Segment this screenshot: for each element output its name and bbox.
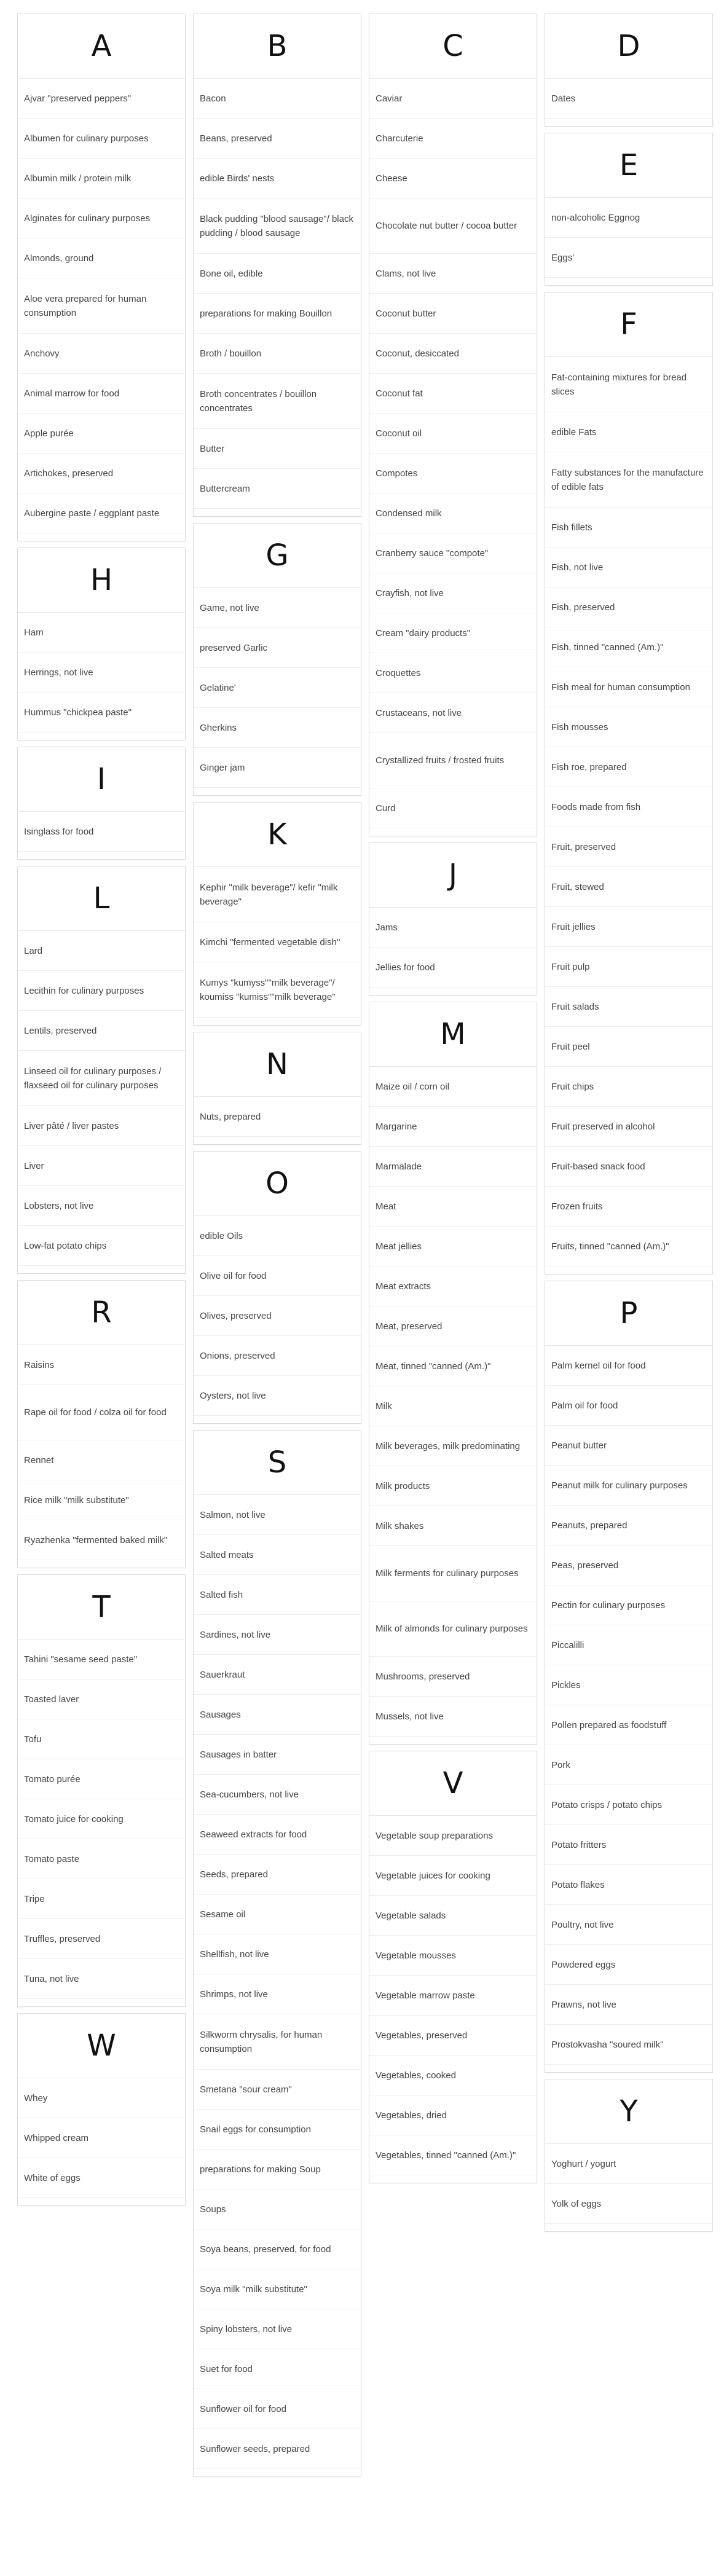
- list-item[interactable]: Sauerkraut: [194, 1655, 361, 1695]
- card-padding: [18, 732, 185, 740]
- letter-card-n: [193, 1032, 361, 1145]
- letter-heading: P: [545, 1281, 712, 1346]
- list-item[interactable]: Chocolate nut butter / cocoa butter: [369, 198, 537, 254]
- list-item[interactable]: Shrimps, not live: [194, 1974, 361, 2014]
- letter-heading: T: [18, 1575, 185, 1639]
- letter-card-a: [17, 14, 186, 541]
- list-item[interactable]: Aloe vera prepared for human consumption: [18, 278, 185, 334]
- list-item[interactable]: Crystallized fruits / frosted fruits: [369, 733, 537, 788]
- card-padding: [545, 2224, 712, 2231]
- list-item[interactable]: Poultry, not live: [545, 1905, 712, 1945]
- letter-heading: L: [18, 866, 185, 931]
- list-item[interactable]: Piccalilli: [545, 1625, 712, 1665]
- list-item[interactable]: Potato flakes: [545, 1865, 712, 1905]
- list-item[interactable]: Vegetables, preserved: [369, 2016, 537, 2056]
- list-item[interactable]: Compotes: [369, 454, 537, 493]
- list-item[interactable]: Herrings, not live: [18, 653, 185, 693]
- list-item[interactable]: Meat, tinned "canned (Am.)": [369, 1346, 537, 1386]
- list-item[interactable]: Animal marrow for food: [18, 374, 185, 414]
- list-item[interactable]: Kephir "milk beverage"/ kefir "milk beverage": [194, 867, 361, 922]
- list-item[interactable]: Fish, not live: [545, 548, 712, 587]
- list-item[interactable]: Ajvar "preserved peppers": [18, 79, 185, 119]
- letter-card-o: [193, 1151, 361, 1424]
- letter-heading: R: [18, 1281, 185, 1345]
- list-item[interactable]: Crayfish, not live: [369, 573, 537, 613]
- list-item[interactable]: Croquettes: [369, 653, 537, 693]
- list-item[interactable]: Mushrooms, preserved: [369, 1657, 537, 1697]
- list-item[interactable]: Meat, preserved: [369, 1306, 537, 1346]
- list-item[interactable]: Linseed oil for culinary purposes / flaxseed oil for culinary purposes: [18, 1051, 185, 1106]
- letter-heading: V: [369, 1751, 537, 1816]
- list-item[interactable]: Vegetables, tinned "canned (Am.)": [369, 2135, 537, 2175]
- list-item[interactable]: Pectin for culinary purposes: [545, 1585, 712, 1625]
- card-padding: [545, 278, 712, 285]
- list-item[interactable]: Tahini "sesame seed paste": [18, 1639, 185, 1679]
- list-item[interactable]: Meat extracts: [369, 1266, 537, 1306]
- list-item[interactable]: Lentils, preserved: [18, 1011, 185, 1051]
- card-padding: [369, 828, 537, 836]
- list-item[interactable]: Tomato purée: [18, 1759, 185, 1799]
- letter-card-k: [193, 802, 361, 1026]
- column-2: [193, 14, 361, 2483]
- list-item[interactable]: Vegetable marrow paste: [369, 1976, 537, 2016]
- list-item[interactable]: Vegetable mousses: [369, 1936, 537, 1976]
- list-item[interactable]: Fish fillets: [545, 508, 712, 548]
- column-3: [369, 14, 537, 2189]
- list-item[interactable]: Shellfish, not live: [194, 1934, 361, 1974]
- list-item[interactable]: Sesame oil: [194, 1895, 361, 1934]
- card-padding: [545, 2065, 712, 2072]
- card-padding: [18, 852, 185, 859]
- card-padding: [18, 2198, 185, 2205]
- list-item[interactable]: Silkworm chrysalis, for human consumption: [194, 2014, 361, 2070]
- list-item[interactable]: Fat-containing mixtures for bread slices: [545, 357, 712, 412]
- list-item[interactable]: Lard: [18, 931, 185, 971]
- list-item[interactable]: Sardines, not live: [194, 1615, 361, 1655]
- card-padding: [18, 1266, 185, 1273]
- list-item[interactable]: Condensed milk: [369, 493, 537, 533]
- list-item[interactable]: Spiny lobsters, not live: [194, 2309, 361, 2349]
- list-item[interactable]: Snail eggs for consumption: [194, 2110, 361, 2150]
- list-item[interactable]: Apple purée: [18, 414, 185, 454]
- list-item[interactable]: Fruit-based snack food: [545, 1147, 712, 1187]
- list-item[interactable]: Lobsters, not live: [18, 1186, 185, 1226]
- list-item[interactable]: Suet for food: [194, 2349, 361, 2389]
- list-item[interactable]: Liver pâté / liver pastes: [18, 1106, 185, 1146]
- list-item[interactable]: Hummus "chickpea paste": [18, 693, 185, 732]
- list-item[interactable]: Milk ferments for culinary purposes: [369, 1546, 537, 1601]
- list-item[interactable]: Fish mousses: [545, 707, 712, 747]
- list-item[interactable]: Frozen fruits: [545, 1187, 712, 1227]
- list-item[interactable]: Palm kernel oil for food: [545, 1346, 712, 1386]
- list-item[interactable]: Coconut oil: [369, 414, 537, 454]
- list-item[interactable]: edible Oils: [194, 1216, 361, 1256]
- list-item[interactable]: Rice milk "milk substitute": [18, 1480, 185, 1520]
- list-item[interactable]: edible Fats: [545, 412, 712, 452]
- list-item[interactable]: Gelatine': [194, 668, 361, 708]
- list-item[interactable]: Gherkins: [194, 708, 361, 748]
- letter-card-l: [17, 866, 186, 1274]
- card-padding: [545, 119, 712, 126]
- card-padding: [194, 788, 361, 795]
- list-item[interactable]: Aubergine paste / eggplant paste: [18, 493, 185, 533]
- list-item[interactable]: Onions, preserved: [194, 1336, 361, 1376]
- column-4: [545, 14, 713, 2238]
- list-item[interactable]: Bone oil, edible: [194, 254, 361, 294]
- letter-heading: D: [545, 14, 712, 79]
- list-item[interactable]: Fish, preserved: [545, 587, 712, 627]
- list-item[interactable]: Prawns, not live: [545, 1985, 712, 2025]
- list-item[interactable]: Potato crisps / potato chips: [545, 1785, 712, 1825]
- letter-heading: W: [18, 2014, 185, 2078]
- letter-card-b: [193, 14, 361, 517]
- list-item[interactable]: Milk shakes: [369, 1506, 537, 1546]
- list-item[interactable]: Ham: [18, 613, 185, 653]
- list-item[interactable]: Clams, not live: [369, 254, 537, 294]
- list-item[interactable]: Milk of almonds for culinary purposes: [369, 1601, 537, 1657]
- letter-heading: M: [369, 1002, 537, 1067]
- letter-card-i: [17, 747, 186, 860]
- list-item[interactable]: Albumin milk / protein milk: [18, 159, 185, 198]
- letter-card-p: [545, 1281, 713, 2073]
- card-padding: [369, 988, 537, 995]
- list-item[interactable]: Whey: [18, 2078, 185, 2118]
- card-padding: [18, 533, 185, 541]
- list-item[interactable]: Sausages in batter: [194, 1735, 361, 1775]
- list-item[interactable]: Sea-cucumbers, not live: [194, 1775, 361, 1815]
- list-item[interactable]: Bacon: [194, 79, 361, 119]
- card-padding: [194, 1137, 361, 1144]
- letter-card-h: [17, 548, 186, 740]
- list-item[interactable]: Powdered eggs: [545, 1945, 712, 1985]
- letter-heading: Y: [545, 2079, 712, 2144]
- letter-heading: A: [18, 14, 185, 79]
- list-item[interactable]: Eggs': [545, 238, 712, 278]
- list-item[interactable]: Cranberry sauce "compote": [369, 533, 537, 573]
- list-item[interactable]: Fish meal for human consumption: [545, 667, 712, 707]
- letter-heading: C: [369, 14, 537, 79]
- list-item[interactable]: Kumys "kumyss""milk beverage"/ koumiss "kumiss""milk beverage": [194, 962, 361, 1018]
- letter-card-g: [193, 523, 361, 796]
- list-item[interactable]: Fruit preserved in alcohol: [545, 1107, 712, 1147]
- list-item[interactable]: Caviar: [369, 79, 537, 119]
- list-item[interactable]: White of eggs: [18, 2158, 185, 2198]
- list-item[interactable]: Vegetable salads: [369, 1896, 537, 1936]
- list-item[interactable]: Artichokes, preserved: [18, 454, 185, 493]
- letter-card-v: [369, 1751, 537, 2183]
- list-item[interactable]: Fruits, tinned "canned (Am.)": [545, 1227, 712, 1266]
- letter-card-e: [545, 133, 713, 286]
- list-item[interactable]: Seaweed extracts for food: [194, 1815, 361, 1855]
- letter-heading: I: [18, 747, 185, 812]
- list-item[interactable]: Dates: [545, 79, 712, 119]
- list-item[interactable]: Toasted laver: [18, 1679, 185, 1719]
- letter-card-f: [545, 292, 713, 1274]
- list-item[interactable]: preparations for making Bouillon: [194, 294, 361, 334]
- list-item[interactable]: Prostokvasha "soured milk": [545, 2025, 712, 2065]
- letter-card-c: [369, 14, 537, 836]
- list-item[interactable]: Peanut milk for culinary purposes: [545, 1466, 712, 1506]
- card-padding: [18, 1560, 185, 1568]
- list-item[interactable]: Margarine: [369, 1107, 537, 1147]
- list-item[interactable]: Yolk of eggs: [545, 2184, 712, 2224]
- letter-heading: B: [194, 14, 361, 79]
- letter-card-s: [193, 1430, 361, 2477]
- list-item[interactable]: Raisins: [18, 1345, 185, 1385]
- list-item[interactable]: edible Birds' nests: [194, 159, 361, 198]
- list-item[interactable]: Buttercream: [194, 469, 361, 509]
- list-item[interactable]: Almonds, ground: [18, 238, 185, 278]
- letter-heading: H: [18, 548, 185, 613]
- letter-heading: J: [369, 843, 537, 908]
- column-1: [17, 14, 186, 2212]
- list-item[interactable]: Nuts, prepared: [194, 1097, 361, 1137]
- list-item[interactable]: Cream "dairy products": [369, 613, 537, 653]
- list-item[interactable]: Cheese: [369, 159, 537, 198]
- letter-card-m: [369, 1002, 537, 1745]
- list-item[interactable]: Sunflower oil for food: [194, 2389, 361, 2429]
- card-padding: [545, 1266, 712, 1274]
- list-item[interactable]: Albumen for culinary purposes: [18, 119, 185, 159]
- letter-card-d: [545, 14, 713, 127]
- list-item[interactable]: Soya milk "milk substitute": [194, 2269, 361, 2309]
- list-item[interactable]: Seeds, prepared: [194, 1855, 361, 1895]
- list-item[interactable]: Low-fat potato chips: [18, 1226, 185, 1266]
- list-item[interactable]: Coconut fat: [369, 374, 537, 414]
- list-item[interactable]: Fruit salads: [545, 987, 712, 1027]
- list-item[interactable]: Marmalade: [369, 1147, 537, 1187]
- letter-heading: F: [545, 293, 712, 357]
- list-item[interactable]: Tripe: [18, 1879, 185, 1919]
- list-item[interactable]: Fish roe, prepared: [545, 747, 712, 787]
- list-item[interactable]: Fruit chips: [545, 1067, 712, 1107]
- list-item[interactable]: Coconut, desiccated: [369, 334, 537, 374]
- list-item[interactable]: Milk beverages, milk predominating: [369, 1426, 537, 1466]
- list-item[interactable]: Butter: [194, 429, 361, 469]
- letter-heading: S: [194, 1431, 361, 1495]
- list-item[interactable]: preserved Garlic: [194, 628, 361, 668]
- letter-heading: K: [194, 803, 361, 867]
- list-item[interactable]: Fruit pulp: [545, 947, 712, 987]
- list-item[interactable]: Whipped cream: [18, 2118, 185, 2158]
- list-item[interactable]: Fatty substances for the manufacture of edible fats: [545, 452, 712, 508]
- list-item[interactable]: Vegetables, cooked: [369, 2056, 537, 2095]
- list-item[interactable]: Tomato paste: [18, 1839, 185, 1879]
- list-item[interactable]: Salted fish: [194, 1575, 361, 1615]
- list-item[interactable]: Anchovy: [18, 334, 185, 374]
- list-item[interactable]: Tuna, not live: [18, 1959, 185, 1999]
- list-item[interactable]: Tomato juice for cooking: [18, 1799, 185, 1839]
- list-item[interactable]: Pork: [545, 1745, 712, 1785]
- list-item[interactable]: Peas, preserved: [545, 1545, 712, 1585]
- list-item[interactable]: Liver: [18, 1146, 185, 1186]
- list-item[interactable]: Oysters, not live: [194, 1376, 361, 1416]
- list-item[interactable]: Black pudding "blood sausage"/ black pudding / blood sausage: [194, 198, 361, 254]
- list-item[interactable]: Broth concentrates / bouillon concentrates: [194, 374, 361, 429]
- list-item[interactable]: Meat: [369, 1187, 537, 1227]
- list-item[interactable]: Coconut butter: [369, 294, 537, 334]
- list-item[interactable]: Ryazhenka "fermented baked milk": [18, 1520, 185, 1560]
- list-item[interactable]: Peanut butter: [545, 1426, 712, 1466]
- list-item[interactable]: Milk products: [369, 1466, 537, 1506]
- card-padding: [18, 1999, 185, 2006]
- card-padding: [194, 509, 361, 516]
- letter-heading: G: [194, 524, 361, 588]
- letter-card-j: [369, 842, 537, 995]
- letter-card-w: [17, 2013, 186, 2206]
- card-padding: [194, 2469, 361, 2476]
- list-item[interactable]: Alginates for culinary purposes: [18, 198, 185, 238]
- list-item[interactable]: Yoghurt / yogurt: [545, 2144, 712, 2184]
- list-item[interactable]: Pollen prepared as foodstuff: [545, 1705, 712, 1745]
- list-item[interactable]: Rape oil for food / colza oil for food: [18, 1385, 185, 1440]
- card-padding: [194, 1018, 361, 1025]
- list-item[interactable]: Curd: [369, 788, 537, 828]
- list-item[interactable]: Sausages: [194, 1695, 361, 1735]
- list-item[interactable]: Olives, preserved: [194, 1296, 361, 1336]
- list-item[interactable]: Pickles: [545, 1665, 712, 1705]
- letter-card-t: [17, 1574, 186, 2007]
- list-item[interactable]: Peanuts, prepared: [545, 1506, 712, 1545]
- list-item[interactable]: Salted meats: [194, 1535, 361, 1575]
- list-item[interactable]: Sunflower seeds, prepared: [194, 2429, 361, 2469]
- list-item[interactable]: Lecithin for culinary purposes: [18, 971, 185, 1011]
- letter-card-r: [17, 1280, 186, 1568]
- list-item[interactable]: Fruit jellies: [545, 907, 712, 947]
- list-item[interactable]: Milk: [369, 1386, 537, 1426]
- card-padding: [194, 1416, 361, 1423]
- list-item[interactable]: Game, not live: [194, 588, 361, 628]
- list-item[interactable]: Meat jellies: [369, 1227, 537, 1266]
- list-item[interactable]: Fruit, stewed: [545, 867, 712, 907]
- list-item[interactable]: Maize oil / corn oil: [369, 1067, 537, 1107]
- list-item[interactable]: Isinglass for food: [18, 812, 185, 852]
- list-item[interactable]: Fruit, preserved: [545, 827, 712, 867]
- list-item[interactable]: Fish, tinned "canned (Am.)": [545, 627, 712, 667]
- list-item[interactable]: Kimchi "fermented vegetable dish": [194, 922, 361, 962]
- list-item[interactable]: Fruit peel: [545, 1027, 712, 1067]
- letter-card-y: [545, 2079, 713, 2232]
- list-item[interactable]: Truffles, preserved: [18, 1919, 185, 1959]
- list-item[interactable]: Crustaceans, not live: [369, 693, 537, 733]
- card-padding: [369, 2175, 537, 2183]
- list-item[interactable]: Mussels, not live: [369, 1697, 537, 1737]
- list-item[interactable]: Potato fritters: [545, 1825, 712, 1865]
- list-item[interactable]: Palm oil for food: [545, 1386, 712, 1426]
- list-item[interactable]: Vegetable juices for cooking: [369, 1856, 537, 1896]
- letter-heading: E: [545, 133, 712, 198]
- list-item[interactable]: preparations for making Soup: [194, 2150, 361, 2189]
- list-item[interactable]: Olive oil for food: [194, 1256, 361, 1296]
- list-item[interactable]: Soups: [194, 2189, 361, 2229]
- list-item[interactable]: Beans, preserved: [194, 119, 361, 159]
- list-item[interactable]: Soya beans, preserved, for food: [194, 2229, 361, 2269]
- letter-heading: N: [194, 1032, 361, 1097]
- list-item[interactable]: non-alcoholic Eggnog: [545, 198, 712, 238]
- list-item[interactable]: Foods made from fish: [545, 787, 712, 827]
- list-item[interactable]: Tofu: [18, 1719, 185, 1759]
- list-item[interactable]: Jams: [369, 908, 537, 948]
- list-item[interactable]: Jellies for food: [369, 948, 537, 988]
- list-item[interactable]: Smetana "sour cream": [194, 2070, 361, 2110]
- list-item[interactable]: Vegetables, dried: [369, 2095, 537, 2135]
- list-item[interactable]: Rennet: [18, 1440, 185, 1480]
- card-padding: [369, 1737, 537, 1744]
- list-item[interactable]: Vegetable soup preparations: [369, 1816, 537, 1856]
- list-item[interactable]: Broth / bouillon: [194, 334, 361, 374]
- letter-heading: O: [194, 1152, 361, 1216]
- list-item[interactable]: Charcuterie: [369, 119, 537, 159]
- list-item[interactable]: Salmon, not live: [194, 1495, 361, 1535]
- list-item[interactable]: Ginger jam: [194, 748, 361, 788]
